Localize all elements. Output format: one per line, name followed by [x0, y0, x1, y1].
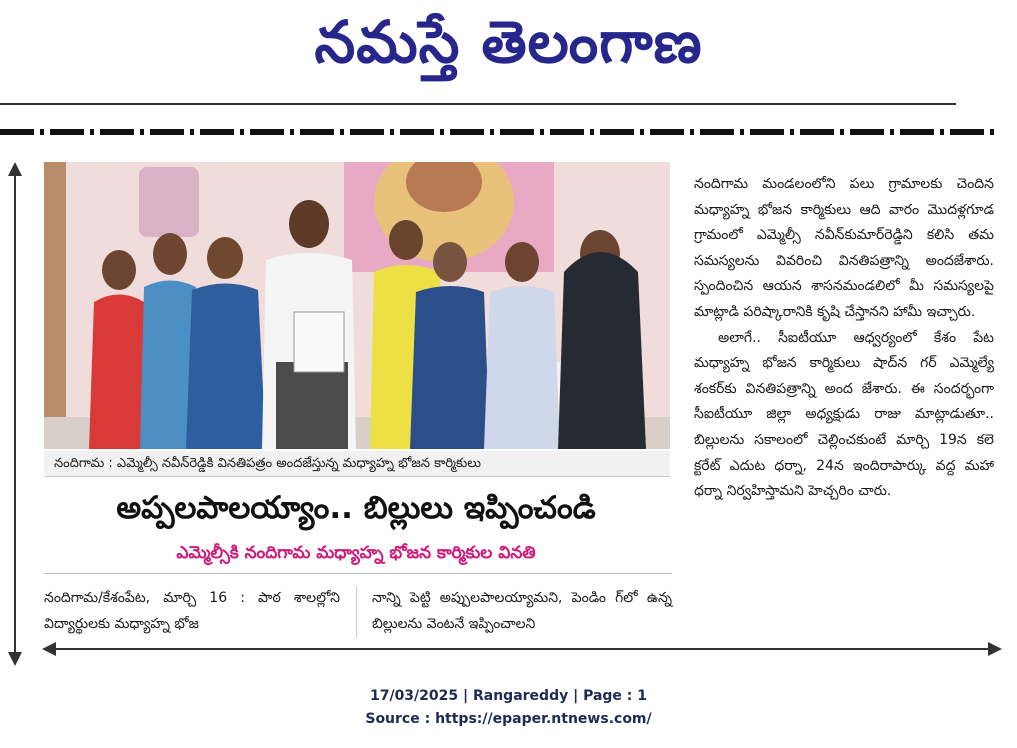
footer-source: Source : https://epaper.ntnews.com/: [365, 711, 652, 727]
arrow-right-icon: [988, 642, 1002, 656]
article-column-b: [372, 586, 672, 637]
arrow-up-icon: [8, 162, 22, 176]
photo-caption: నందిగామ : ఎమ్మెల్సీ నవీన్‌రెడ్డికి వినతిపత్రం అందజేస్తున్న మధ్యాహ్న భోజన కార్మికులు: [44, 451, 670, 477]
subhead-rule: [44, 573, 672, 574]
footer-date-edition: 17/03/2025 | Rangareddy | Page : 1: [369, 688, 648, 704]
column-divider: [356, 586, 357, 638]
subheadline: ఎమ్మెల్సీకి నందిగామ మధ్యాహ్న భోజన కార్మికుల వినతి: [176, 543, 536, 563]
arrow-left-icon: [42, 642, 56, 656]
article-column-a: [44, 586, 340, 637]
right-paragraph-2: అలాగే.. సీఐటీయూ ఆధ్వర్యంలో కేశం పేట మధ్యాహ్న భోజన కార్మికులు షాద్‌న గర్ ఎమ్మెల్యే శంకర్‌కు వినతిపత్రాన్ని అంద జేశారు. ఈ సందర్భంగా సీఐటీయూ జిల్లా అధ్యక్షుడు రాజు మాట్లాడుతూ.. బిల్లులను సకాలంలో చెల్లించకుంటే మార్చి 19న కలె క్టరేట్ ఎదుట ధర్నా, 24న ఇందిరాపార్కు వద్ద మహా ధర్నా నిర్వహిస్తామని హెచ్చరిం చారు.: [694, 329, 994, 500]
masthead: [0, 0, 1017, 100]
column-a-text: నందిగామ/కేశంపేట, మార్చి 16 : పాఠ శాలల్లోని విద్యార్థులకు మధ్యాహ్న భోజ: [44, 590, 340, 632]
vertical-crop-arrow: [14, 168, 16, 660]
masthead-rule: [0, 103, 956, 105]
newspaper-title: నమస్తే తెలంగాణ: [314, 8, 703, 76]
headline: అప్పలపాలయ్యాం.. బిల్లులు ఇప్పించండి: [116, 490, 596, 526]
horizontal-crop-arrow: [46, 648, 998, 650]
column-b-text: నాన్ని పెట్టి అప్పులపాలయ్యామని, పెండిం గ్‌లో ఉన్న బిల్లులను వెంటనే ఇప్పించాలని: [372, 590, 672, 632]
arrow-down-icon: [8, 652, 22, 666]
right-paragraph-1: నందిగామ మండలంలోని పలు గ్రామాలకు చెందిన మధ్యాహ్న భోజన కార్మికులు ఆది వారం మొదళ్లగూడ గ్రామంలో ఎమ్మెల్సీ నవీన్‌కుమార్‌రెడ్డిని కలిసి తమ సమస్యలను వివరించి వినతిపత్రాన్ని అందజేశారు. స్పందించిన ఆయన శాసనమండలిలో మీ సమస్యలపై మాట్లాడి పరిష్కారానికి కృషి చేస్తానని హామీ ఇచ్చారు.: [694, 176, 994, 320]
article-column-right: [694, 172, 994, 505]
dashed-divider: [0, 129, 998, 135]
news-photo: [44, 162, 670, 449]
